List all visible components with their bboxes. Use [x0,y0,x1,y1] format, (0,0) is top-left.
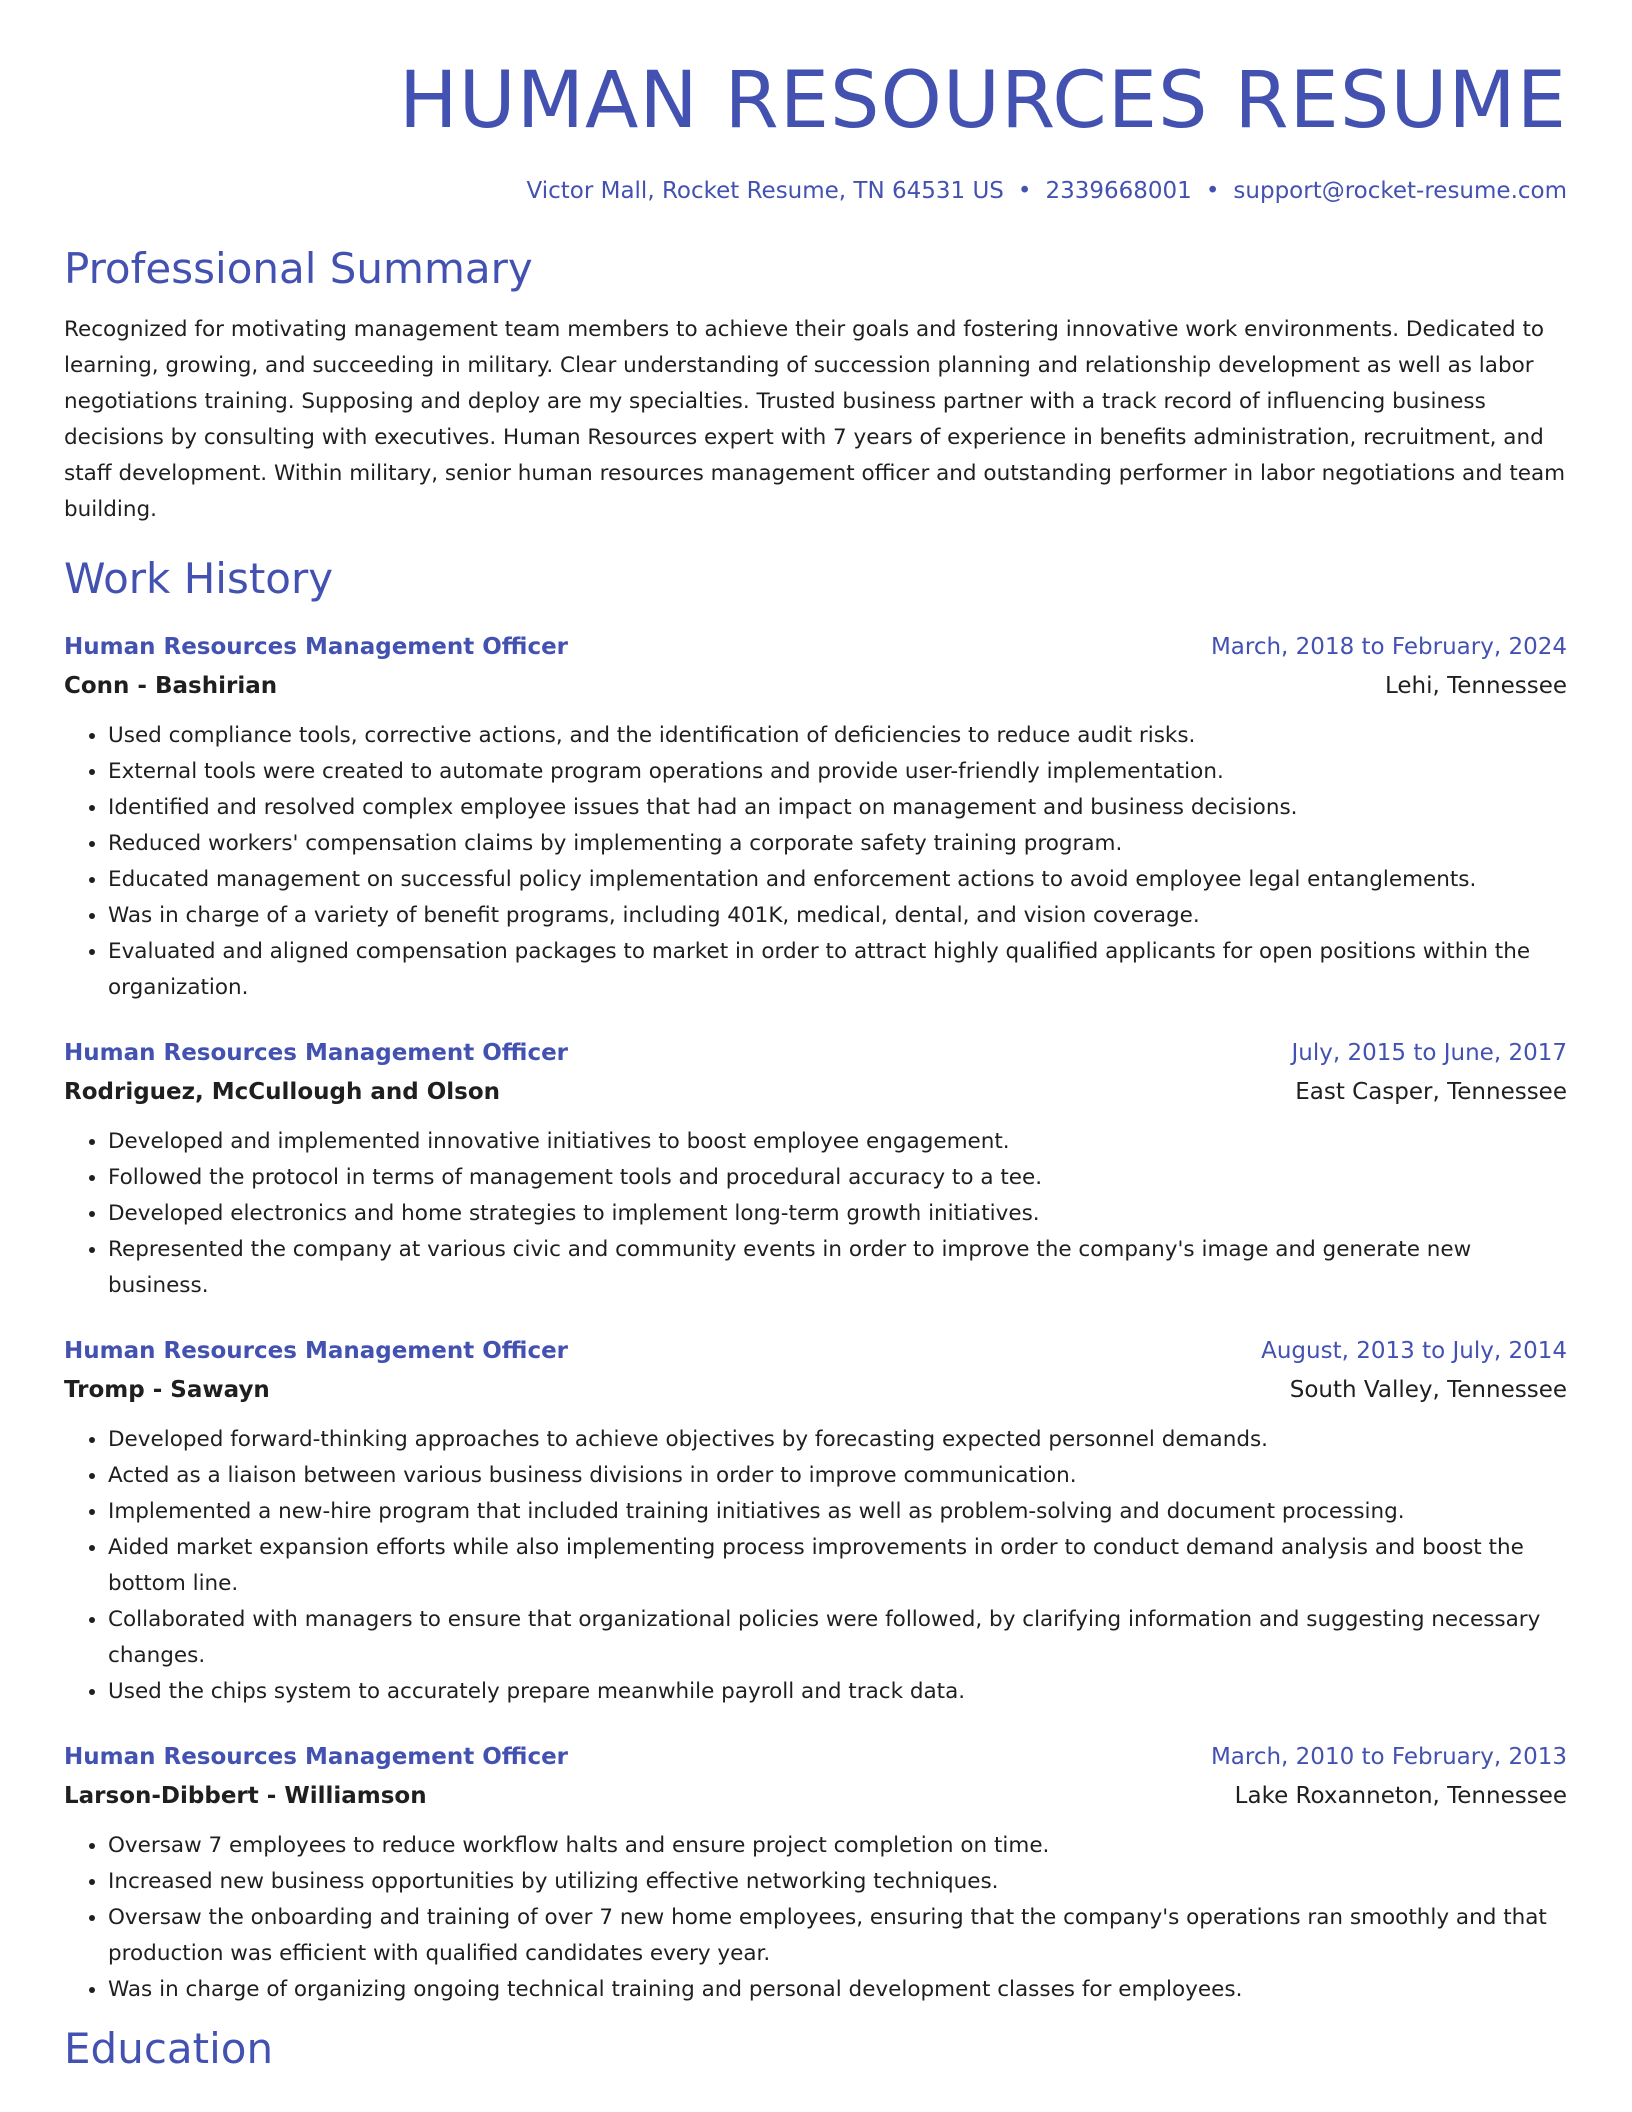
resume-page [64,0,1567,2076]
contact-phone: 2339668001 [1045,178,1192,204]
job-bullet: • Reduced workers' compensation claims by implementing a corporate safety training program. [108,826,1567,862]
job-entry [64,1332,1567,1710]
job-title: Human Resources Management Officer [64,1338,569,1364]
job-bullet: • Evaluated and aligned compensation packages to market in order to attract highly qualified applicants for open positions within the organization. [108,934,1567,1006]
job-bullet: • Educated management on successful policy implementation and enforcement actions to avoid employee legal entanglements. [108,862,1567,898]
contact-line [64,176,1567,206]
job-bullet: • Developed electronics and home strategies to implement long-term growth initiatives. [108,1196,1567,1232]
job-bullet: • External tools were created to automate program operations and provide user-friendly implementation. [108,754,1567,790]
job-entry [64,1034,1567,1304]
job-title: Human Resources Management Officer [64,1744,569,1770]
job-entry [64,628,1567,1006]
work-history-list [64,628,1567,2008]
summary-text: Recognized for motivating management team members to achieve their goals and fostering innovative work environments. Dedicated to learning, growing, and succeeding in military. Clear understanding of succession planning and relationship development as well as labor negotiations training. Supposing and deploy are my specialties. Trusted business partner with a track record of influencing business decisions by consulting with executives. Human Resources expert with 7 years of experience in benefits administration, recruitment, and staff development. Within military, senior human resources management officer and outstanding performer in labor negotiations and team building. [64,317,1566,522]
job-bullet: • Developed forward-thinking approaches to achieve objectives by forecasting expected personnel demands. [108,1422,1567,1458]
job-bullets [64,1422,1567,1710]
job-company: Tromp - Sawayn [64,1377,270,1403]
job-dates: July, 2015 to June, 2017 [1291,1040,1567,1066]
job-entry [64,1738,1567,2008]
job-dates: August, 2013 to July, 2014 [1261,1338,1567,1364]
job-bullet: • Oversaw 7 employees to reduce workflow halts and ensure project completion on time. [108,1828,1567,1864]
job-bullets [64,1828,1567,2008]
job-location: Lake Roxanneton, Tennessee [1234,1783,1567,1809]
job-dates: March, 2018 to February, 2024 [1210,634,1567,660]
contact-email: support@rocket-resume.com [1233,178,1567,204]
job-bullet: • Followed the protocol in terms of management tools and procedural accuracy to a tee. [108,1160,1567,1196]
job-bullet: • Acted as a liaison between various business divisions in order to improve communication. [108,1458,1567,1494]
contact-separator: • [1205,178,1220,204]
job-company: Larson-Dibbert - Williamson [64,1783,427,1809]
job-bullet: • Developed and implemented innovative initiatives to boost employee engagement. [108,1124,1567,1160]
job-location: East Casper, Tennessee [1295,1079,1567,1105]
job-bullets [64,718,1567,1006]
contact-separator: • [1017,178,1032,204]
job-bullet: • Was in charge of a variety of benefit programs, including 401K, medical, dental, and vision coverage. [108,898,1567,934]
job-bullet: • Oversaw the onboarding and training of over 7 new home employees, ensuring that the company's operations ran smoothly and that production was efficient with qualified candidates every year. [108,1900,1567,1972]
job-dates: March, 2010 to February, 2013 [1210,1744,1567,1770]
job-company: Rodriguez, McCullough and Olson [64,1079,501,1105]
education-heading: Education [64,2024,274,2073]
job-bullet: • Was in charge of organizing ongoing technical training and personal development classes for employees. [108,1972,1567,2008]
job-bullet: • Implemented a new-hire program that included training initiatives as well as problem-solving and document processing. [108,1494,1567,1530]
job-location: Lehi, Tennessee [1384,673,1567,699]
job-title: Human Resources Management Officer [64,634,569,660]
contact-address: Victor Mall, Rocket Resume, TN 64531 US [526,178,1004,204]
summary-heading: Professional Summary [64,244,533,293]
job-bullet: • Identified and resolved complex employee issues that had an impact on management and business decisions. [108,790,1567,826]
job-location: South Valley, Tennessee [1289,1377,1567,1403]
resume-title: HUMAN RESOURCES RESUME [398,56,1567,146]
job-bullet: • Collaborated with managers to ensure that organizational policies were followed, by clarifying information and suggesting necessary changes. [108,1602,1567,1674]
job-bullet: • Represented the company at various civic and community events in order to improve the company's image and generate new business. [108,1232,1567,1304]
work-history-heading: Work History [64,554,334,603]
job-company: Conn - Bashirian [64,673,278,699]
job-title: Human Resources Management Officer [64,1040,569,1066]
job-bullet: • Aided market expansion efforts while also implementing process improvements in order to conduct demand analysis and boost the bottom line. [108,1530,1567,1602]
job-bullet: • Used the chips system to accurately prepare meanwhile payroll and track data. [108,1674,1567,1710]
job-bullet: • Used compliance tools, corrective actions, and the identification of deficiencies to reduce audit risks. [108,718,1567,754]
job-bullets [64,1124,1567,1304]
job-bullet: • Increased new business opportunities by utilizing effective networking techniques. [108,1864,1567,1900]
